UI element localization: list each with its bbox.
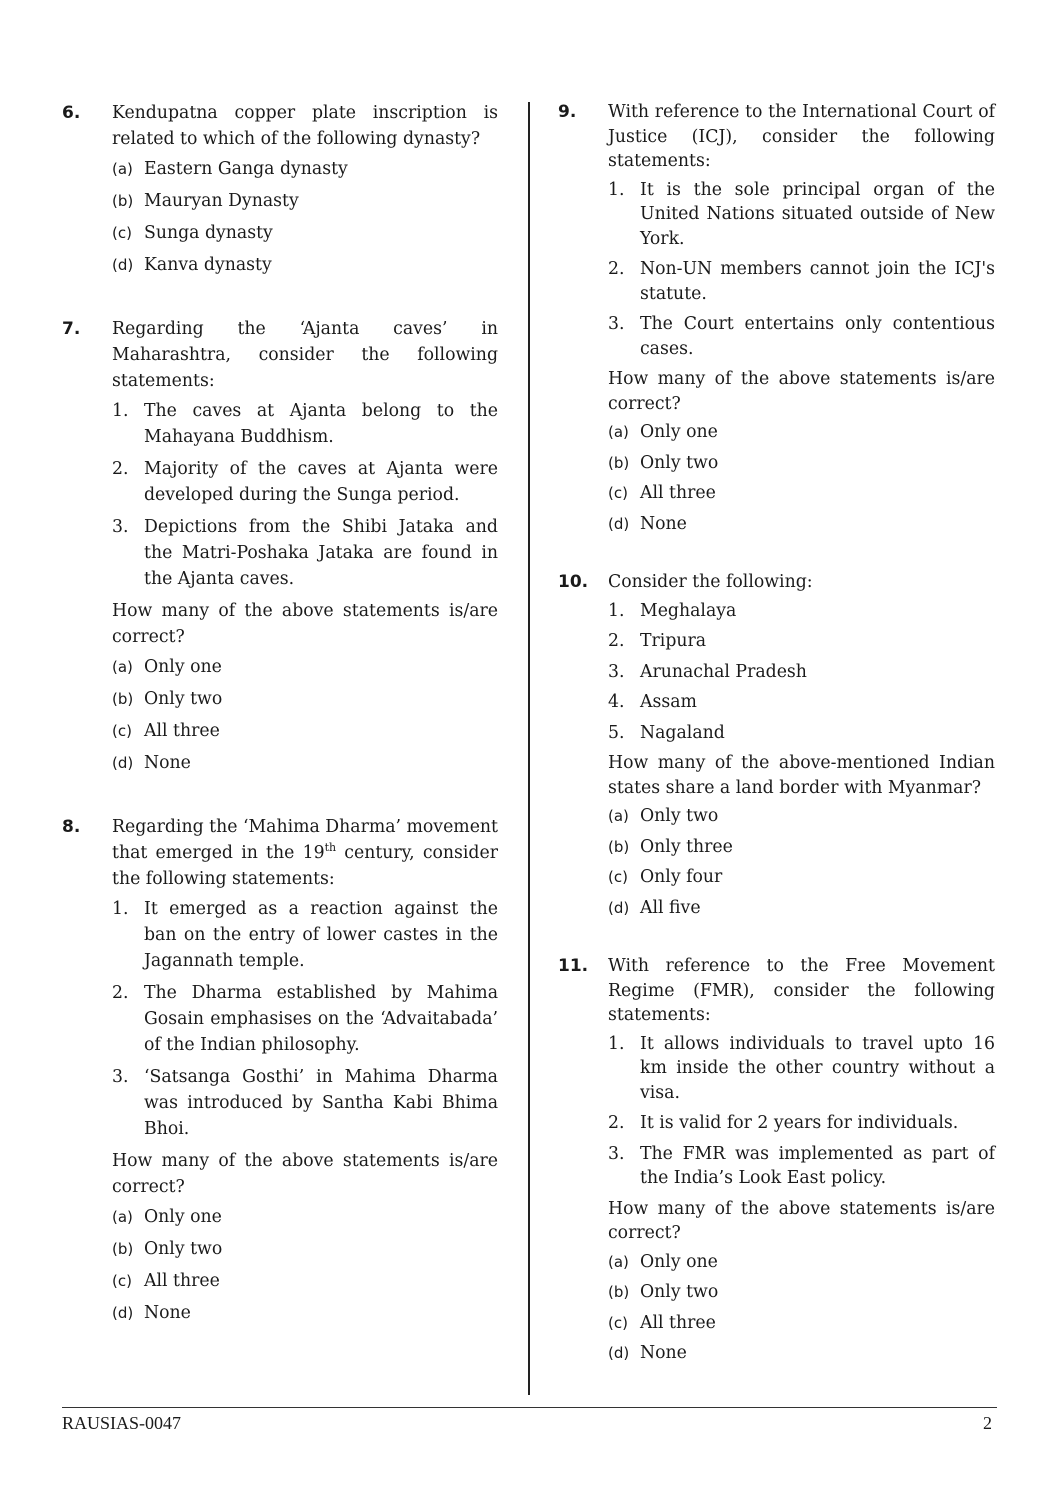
question-text: Kendupatna copper plate inscription is related to which of the following dynasty?: [112, 103, 498, 149]
statement-3: 3. Depictions from the Shibi Jataka and the Matri-Poshaka Jataka are found in the Ajanta caves.: [112, 517, 498, 589]
statement-3: 3. The Court entertains only contentious cases.: [608, 314, 995, 359]
option-c: (c) Only four: [608, 867, 723, 887]
option-b: (b) Only two: [608, 452, 719, 473]
question-number: 8.: [62, 817, 81, 837]
statement-4: 4. Assam: [608, 692, 697, 712]
statement-3: 3. ‘Satsanga Gosthi’ in Mahima Dharma was introduced by Santha Kabi Bhima Bhoi.: [112, 1067, 498, 1139]
footer-rule: [62, 1407, 997, 1408]
statement-1: 1. It emerged as a reaction against the ban on the entry of lower castes in the Jagannath temple.: [112, 899, 498, 971]
option-b: (b) Only three: [608, 836, 733, 857]
question-stem: How many of the above statements is/are correct?: [608, 369, 995, 414]
option-c: (c) Sunga dynasty: [112, 223, 273, 243]
question-number: 10.: [558, 572, 589, 592]
question-9: [558, 100, 995, 536]
option-a: (a) Only two: [608, 806, 719, 826]
statement-1: 1. It is the sole principal organ of the United Nations situated outside of New York.: [608, 179, 995, 249]
question-8: [62, 814, 498, 1326]
statement-1: 1. The caves at Ajanta belong to the Mahayana Buddhism.: [112, 401, 498, 447]
option-b: (b) Mauryan Dynasty: [112, 191, 299, 211]
question-text: With reference to the International Court of Justice (ICJ), consider the following statements:: [608, 102, 995, 171]
question-stem: How many of the above-mentioned Indian states share a land border with Myanmar?: [608, 753, 995, 798]
option-c: (c) All three: [608, 1312, 716, 1333]
option-a: (a) Only one: [112, 1207, 222, 1227]
left-column: [62, 100, 498, 1332]
question-number: 6.: [62, 103, 81, 123]
statement-2: 2. Tripura: [608, 631, 707, 651]
option-d: (d) None: [608, 513, 687, 534]
option-a: (a) Only one: [608, 1251, 718, 1272]
option-c: (c) All three: [112, 1271, 220, 1291]
statement-2: 2. Majority of the caves at Ajanta were developed during the Sunga period.: [112, 459, 498, 505]
question-text: Consider the following:: [608, 572, 813, 592]
option-a: (a) Only one: [112, 657, 222, 677]
statement-1: 1. It allows individuals to travel upto 16 km inside the other country without a visa.: [608, 1033, 995, 1103]
page-number: 2: [983, 1413, 992, 1433]
statement-5: 5. Nagaland: [608, 722, 725, 743]
footer-code: RAUSIAS-0047: [62, 1413, 182, 1433]
option-d: (d) None: [112, 1303, 191, 1323]
question-6: [62, 100, 498, 278]
question-number: 11.: [558, 956, 589, 976]
option-a: (a) Eastern Ganga dynasty: [112, 159, 348, 179]
column-divider: [528, 102, 530, 1395]
option-d: (d) Kanva dynasty: [112, 255, 272, 275]
statement-2: 2. It is valid for 2 years for individuals.: [608, 1113, 959, 1133]
question-text: Regarding the ‘Ajanta caves’ in Maharashtra, consider the following statements:: [112, 319, 498, 391]
question-11: [558, 954, 995, 1366]
statement-3: 3. Arunachal Pradesh: [608, 661, 807, 682]
statement-1: 1. Meghalaya: [608, 600, 737, 621]
option-c: (c) All three: [608, 483, 716, 503]
statement-2: 2. The Dharma established by Mahima Gosain emphasises on the ‘Advaitabada’ of the Indian philosophy.: [112, 983, 498, 1055]
option-a: (a) Only one: [608, 422, 718, 442]
option-b: (b) Only two: [112, 689, 223, 709]
question-stem: How many of the above statements is/are correct?: [112, 1151, 498, 1197]
option-c: (c) All three: [112, 721, 220, 741]
question-number: 9.: [558, 102, 577, 122]
question-10: [558, 570, 995, 920]
option-d: (d) None: [608, 1343, 687, 1363]
question-stem: How many of the above statements is/are correct?: [608, 1198, 995, 1243]
statement-2: 2. Non-UN members cannot join the ICJ's statute.: [608, 259, 995, 304]
question-text: With reference to the Free Movement Regime (FMR), consider the following statements:: [608, 956, 995, 1025]
question-7: [62, 316, 498, 776]
question-stem: How many of the above statements is/are correct?: [112, 601, 498, 647]
question-text: Regarding the ‘Mahima Dharma’ movement that emerged in the 19th century, consider the following statements:: [112, 817, 498, 889]
statement-3: 3. The FMR was implemented as part of the India’s Look East policy.: [608, 1143, 995, 1188]
question-number: 7.: [62, 319, 81, 339]
option-d: (d) All five: [608, 897, 701, 918]
right-column: [558, 100, 995, 1372]
option-b: (b) Only two: [112, 1239, 223, 1259]
option-b: (b) Only two: [608, 1282, 719, 1302]
option-d: (d) None: [112, 753, 191, 773]
